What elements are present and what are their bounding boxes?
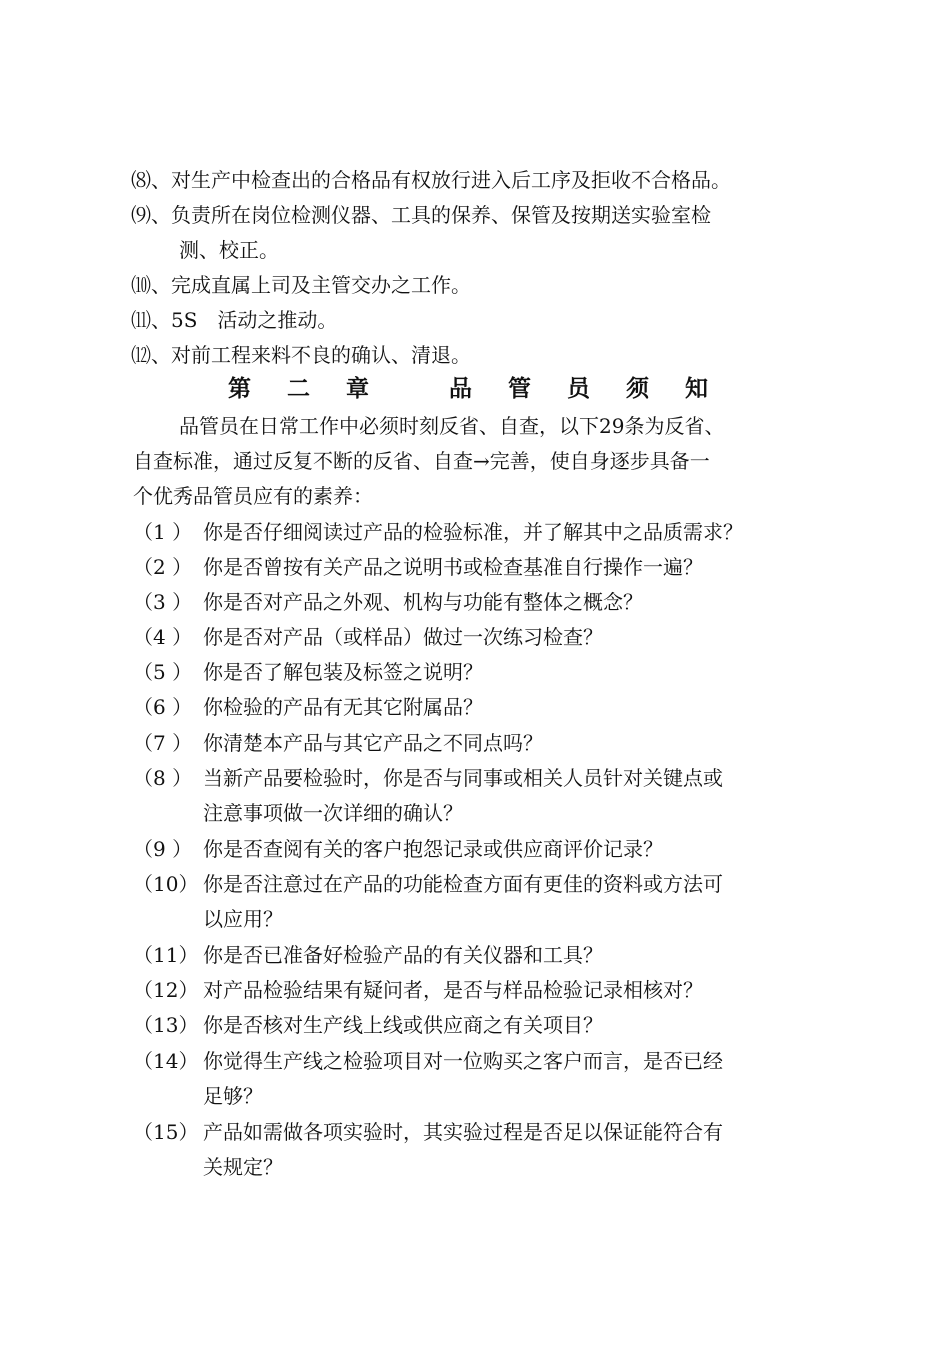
question-item-9: [133, 837, 663, 861]
question-item-13: [133, 1013, 603, 1037]
question-item-2: [133, 555, 703, 579]
question-number: （7 ）: [133, 731, 193, 755]
duty-item-12: [131, 343, 471, 367]
duty-text: 完成直属上司及主管交办之工作。: [171, 273, 471, 297]
question-item-8: [133, 766, 723, 790]
question-text: 你是否对产品（或样品）做过一次练习检查？: [203, 625, 603, 649]
question-item-7: [133, 731, 543, 755]
question-text: 你是否查阅有关的客户抱怨记录或供应商评价记录？: [203, 837, 663, 861]
duty-number: ⑻、: [131, 168, 171, 192]
duty-text: 对前工程来料不良的确认、清退。: [171, 343, 471, 367]
duty-text: 对生产中检查出的合格品有权放行进入后工序及拒收不合格品。: [171, 168, 731, 192]
question-text: 你是否仔细阅读过产品的检验标准，并了解其中之品质需求？: [203, 520, 743, 544]
chapter-title: 第 二 章 品 管 员 须 知: [227, 375, 723, 402]
question-item-6: [133, 695, 483, 719]
question-number: （6 ）: [133, 695, 193, 719]
question-text: 你检验的产品有无其它附属品？: [203, 695, 483, 719]
question-number: （3 ）: [133, 590, 193, 614]
duty-item-10: [131, 273, 471, 297]
intro-line-2: 自查标准，通过反复不断的反省、自查→完善，使自身逐步具备一: [133, 449, 710, 473]
question-item-15-continuation: 关规定？: [203, 1155, 283, 1179]
question-text: 你是否曾按有关产品之说明书或检查基准自行操作一遍？: [203, 555, 703, 579]
question-text: 你是否了解包装及标签之说明？: [203, 660, 483, 684]
question-item-14: [133, 1049, 723, 1073]
question-item-14-continuation: 足够？: [203, 1084, 263, 1108]
question-number: （9 ）: [133, 837, 193, 861]
duty-item-9-continuation: 测、校正。: [179, 238, 279, 262]
question-text: 你是否已准备好检验产品的有关仪器和工具？: [203, 943, 603, 967]
duty-number: ⑽、: [131, 273, 171, 297]
duty-item-9: [131, 203, 711, 227]
duty-number: ⑼、: [131, 203, 171, 227]
duty-text: 负责所在岗位检测仪器、工具的保养、保管及按期送实验室检: [171, 203, 711, 227]
question-number: （2 ）: [133, 555, 193, 579]
question-item-10: [133, 872, 723, 896]
question-text: 当新产品要检验时，你是否与同事或相关人员针对关键点或: [203, 766, 723, 790]
duty-number: ⑿、: [131, 343, 171, 367]
question-text: 对产品检验结果有疑问者，是否与样品检验记录相核对？: [203, 978, 703, 1002]
question-number: （14）: [133, 1049, 199, 1073]
question-number: （11）: [133, 943, 199, 967]
intro-line-1: 品管员在日常工作中必须时刻反省、自查，以下29条为反省、: [179, 414, 725, 438]
question-text: 你是否核对生产线上线或供应商之有关项目？: [203, 1013, 603, 1037]
question-text: 你清楚本产品与其它产品之不同点吗？: [203, 731, 543, 755]
question-number: （5 ）: [133, 660, 193, 684]
question-text: 你是否注意过在产品的功能检查方面有更佳的资料或方法可: [203, 872, 723, 896]
duty-item-11: [131, 308, 337, 332]
question-item-8-continuation: 注意事项做一次详细的确认？: [203, 801, 463, 825]
question-number: （1 ）: [133, 520, 193, 544]
question-number: （15）: [133, 1120, 199, 1144]
question-number: （13）: [133, 1013, 199, 1037]
question-text: 你觉得生产线之检验项目对一位购买之客户而言，是否已经: [203, 1049, 723, 1073]
question-number: （12）: [133, 978, 199, 1002]
question-item-5: [133, 660, 483, 684]
question-text: 你是否对产品之外观、机构与功能有整体之概念？: [203, 590, 643, 614]
duty-text: 5S 活动之推动。: [171, 308, 338, 332]
question-item-4: [133, 625, 603, 649]
question-item-1: [133, 520, 743, 544]
question-number: （4 ）: [133, 625, 193, 649]
question-item-3: [133, 590, 643, 614]
duty-item-8: [131, 168, 731, 192]
duty-number: ⑾、: [131, 308, 171, 332]
question-number: （10）: [133, 872, 199, 896]
intro-line-3: 个优秀品管员应有的素养：: [133, 484, 373, 508]
question-item-10-continuation: 以应用？: [203, 907, 283, 931]
question-item-15: [133, 1120, 723, 1144]
question-text: 产品如需做各项实验时，其实验过程是否足以保证能符合有: [203, 1120, 723, 1144]
question-item-11: [133, 943, 603, 967]
question-number: （8 ）: [133, 766, 193, 790]
question-item-12: [133, 978, 703, 1002]
